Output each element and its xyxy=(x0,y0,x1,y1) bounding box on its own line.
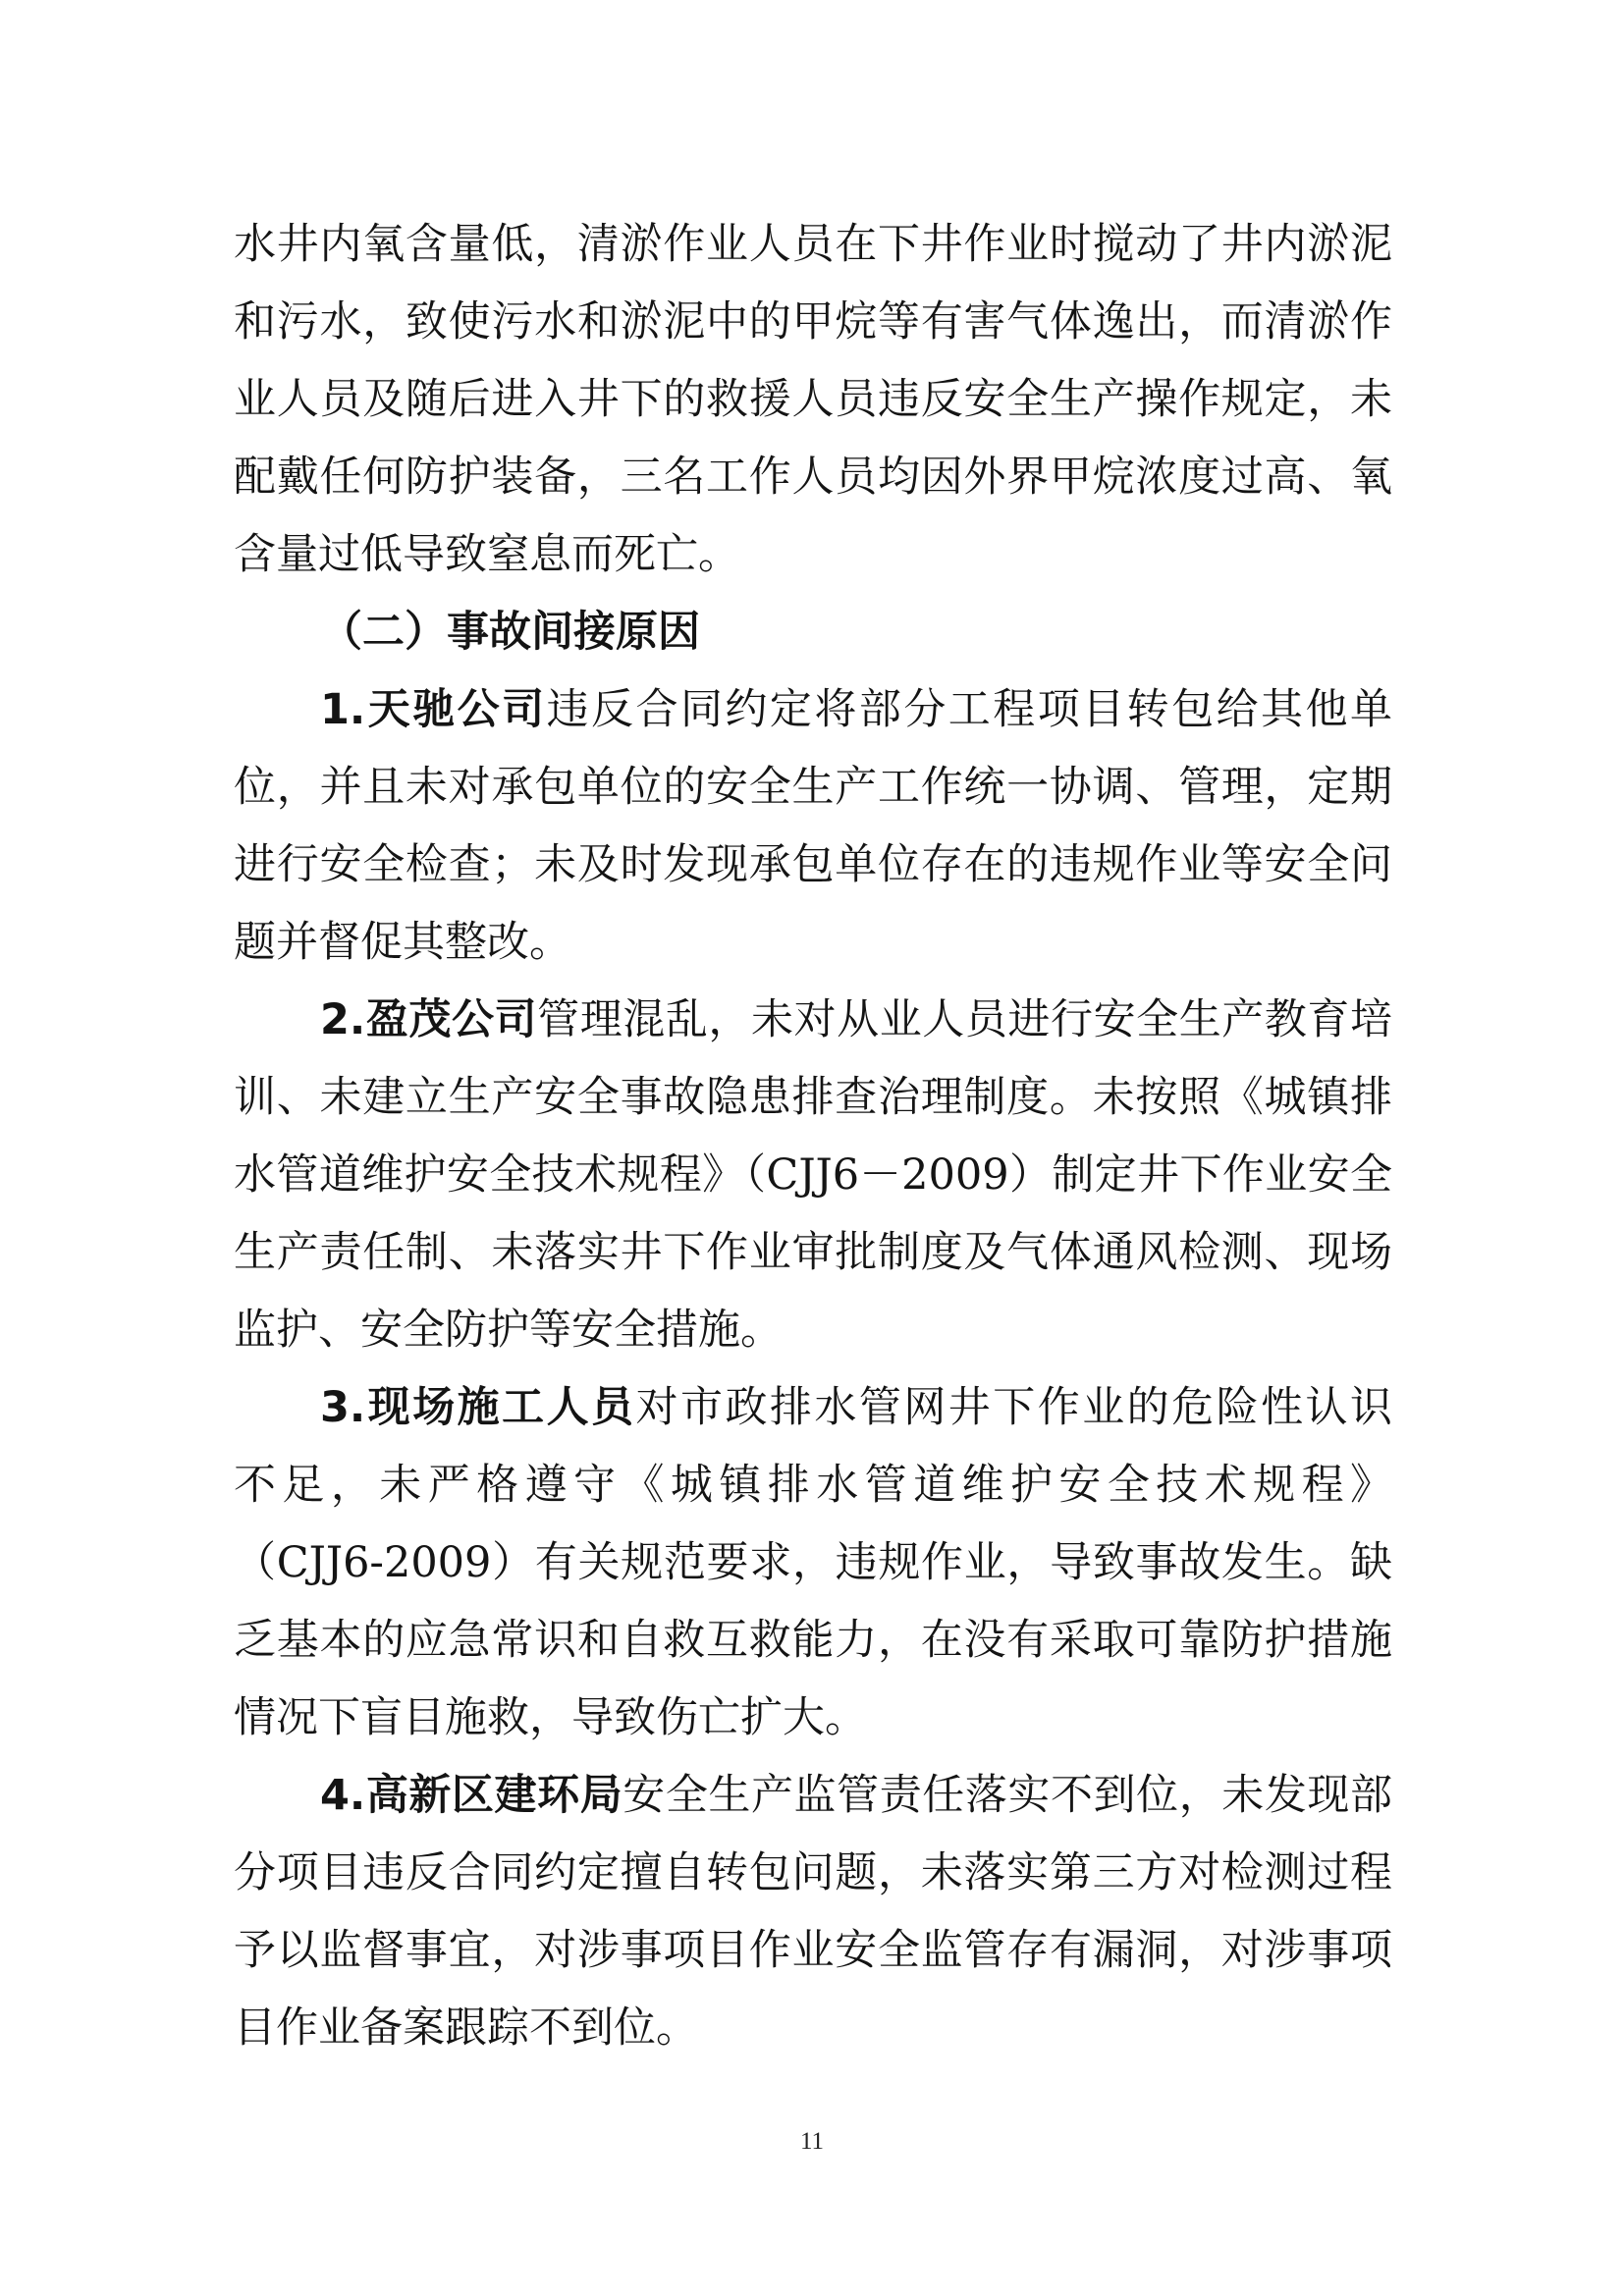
item-text: 对市政排水管网井下作业的危险性认识 xyxy=(635,1383,1392,1432)
item-1-line: 题并督促其整改。 xyxy=(234,918,571,967)
item-1-line: 位，并且未对承包单位的安全生产工作统一协调、管理，定期 xyxy=(234,763,1392,812)
item-3-line: （CJJ6-2009）有关规范要求，违规作业，导致事故发生。缺 xyxy=(234,1538,1392,1587)
item-4-line: 予以监督事宜，对涉事项目作业安全监管存有漏洞，对涉事项 xyxy=(234,1926,1392,1975)
item-3-line: 乏基本的应急常识和自救互救能力，在没有采取可靠防护措施 xyxy=(234,1616,1392,1665)
item-2-line: 训、未建立生产安全事故隐患排查治理制度。未按照《城镇排 xyxy=(234,1073,1392,1122)
item-lead: 4.高新区建环局 xyxy=(320,1771,623,1820)
item-lead: 1.天驰公司 xyxy=(320,685,547,734)
item-2-first-line xyxy=(234,982,1392,1059)
page-number: 11 xyxy=(799,2128,825,2155)
item-4-line: 目作业备案跟踪不到位。 xyxy=(234,2003,698,2053)
intro-line: 业人员及随后进入井下的救援人员违反安全生产操作规定，未 xyxy=(234,375,1392,424)
intro-line: 和污水，致使污水和淤泥中的甲烷等有害气体逸出，而清淤作 xyxy=(234,297,1392,347)
item-1-first-line xyxy=(234,671,1392,749)
item-3-first-line xyxy=(234,1369,1392,1447)
item-3-line: 情况下盲目施救，导致伤亡扩大。 xyxy=(234,1693,867,1742)
item-text: 违反合同约定将部分工程项目转包给其他单 xyxy=(546,685,1392,734)
item-1-line: 进行安全检查；未及时发现承包单位存在的违规作业等安全问 xyxy=(234,840,1392,889)
intro-line: 配戴任何防护装备，三名工作人员均因外界甲烷浓度过高、氧 xyxy=(234,453,1392,502)
section-heading: （二）事故间接原因 xyxy=(320,608,700,657)
item-text: 安全生产监管责任落实不到位，未发现部 xyxy=(623,1771,1392,1820)
document-body xyxy=(234,206,1392,2067)
item-lead: 3.现场施工人员 xyxy=(320,1383,636,1432)
intro-line: 水井内氧含量低，清淤作业人员在下井作业时搅动了井内淤泥 xyxy=(234,220,1392,269)
item-4-line: 分项目违反合同约定擅自转包问题，未落实第三方对检测过程 xyxy=(234,1848,1392,1897)
item-3-line: 不足，未严格遵守《城镇排水管道维护安全技术规程》 xyxy=(234,1461,1392,1510)
item-2-line: 生产责任制、未落实井下作业审批制度及气体通风检测、现场 xyxy=(234,1228,1392,1277)
item-text: 管理混乱，未对从业人员进行安全生产教育培 xyxy=(537,995,1392,1044)
item-lead: 2.盈茂公司 xyxy=(320,995,538,1044)
item-2-line: 监护、安全防护等安全措施。 xyxy=(234,1306,783,1355)
intro-line: 含量过低导致窒息而死亡。 xyxy=(234,530,740,579)
item-4-first-line xyxy=(234,1757,1392,1835)
item-2-line: 水管道维护安全技术规程》（CJJ6－2009）制定井下作业安全 xyxy=(234,1150,1392,1200)
